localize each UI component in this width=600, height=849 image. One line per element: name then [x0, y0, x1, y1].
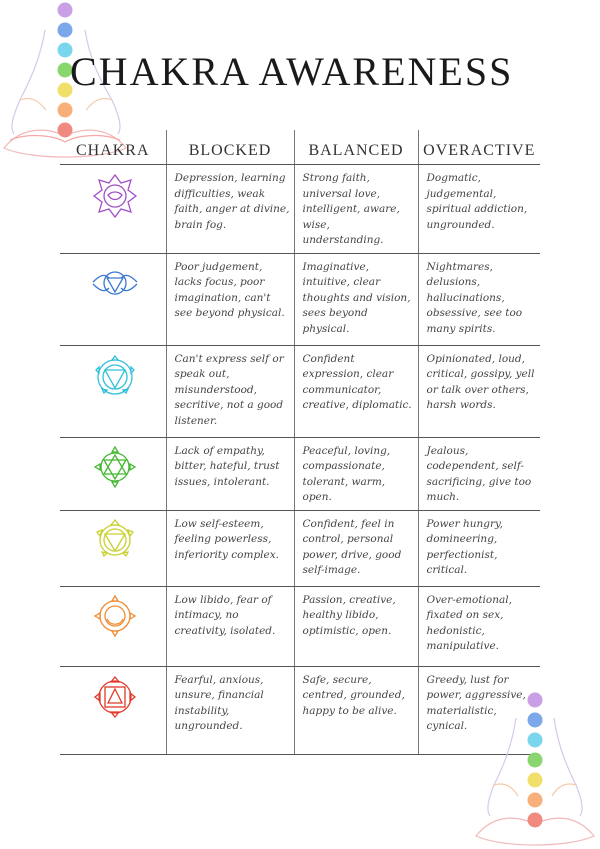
chakra-symbol-cell: [60, 345, 166, 437]
table-row: [60, 586, 540, 666]
balanced-cell: Strong faith, universal love, intelligent, aware, wise, understanding.: [294, 165, 418, 254]
balanced-cell: Passion, creative, healthy libido, optimistic, open.: [294, 586, 418, 666]
header-balanced: BALANCED: [294, 130, 418, 165]
table-header-row: [60, 130, 540, 165]
heart-chakra-icon: [92, 444, 138, 490]
overactive-cell: Power hungry, domineering, perfectionist, critical.: [418, 510, 540, 586]
throat-chakra-icon: [90, 352, 140, 402]
overactive-cell: Jealous, codependent, self-sacrificing, give too much.: [418, 437, 540, 510]
blocked-cell: Low self-esteem, feeling powerless, inferiority complex.: [166, 510, 294, 586]
chakra-symbol-cell: [60, 586, 166, 666]
sacral-chakra-icon: [92, 593, 138, 639]
table-row: [60, 510, 540, 586]
overactive-cell: Opinionated, loud, critical, gossipy, yell or talk over others, harsh words.: [418, 345, 540, 437]
root-chakra-icon: [91, 673, 139, 721]
blocked-cell: Low libido, fear of intimacy, no creativity, isolated.: [166, 586, 294, 666]
meditating-figure-illustration-bottom: [468, 690, 600, 849]
table-row: [60, 345, 540, 437]
balanced-cell: Safe, secure, centred, grounded, happy to be alive.: [294, 666, 418, 754]
chakra-symbol-cell: [60, 253, 166, 345]
overactive-cell: Over-emotional, fixated on sex, hedonistic, manipulative.: [418, 586, 540, 666]
header-overactive: OVERACTIVE: [418, 130, 540, 165]
overactive-cell: Greedy, lust for power, aggressive, materialistic, cynical.: [418, 666, 540, 754]
blocked-cell: Poor judgement, lacks focus, poor imagination, can't see beyond physical.: [166, 253, 294, 345]
table-row: [60, 253, 540, 345]
table-row: [60, 437, 540, 510]
blocked-cell: Depression, learning difficulties, weak faith, anger at divine, brain fog.: [166, 165, 294, 254]
balanced-cell: Imaginative, intuitive, clear thoughts and vision, sees beyond physical.: [294, 253, 418, 345]
blocked-cell: Can't express self or speak out, misunderstood, secritive, not a good listener.: [166, 345, 294, 437]
chakra-table: [60, 130, 540, 755]
table-row: [60, 165, 540, 254]
overactive-cell: Nightmares, delusions, hallucinations, obsessive, see too many spirits.: [418, 253, 540, 345]
blocked-cell: Fearful, anxious, unsure, financial instability, ungrounded.: [166, 666, 294, 754]
balanced-cell: Confident expression, clear communicator, creative, diplomatic.: [294, 345, 418, 437]
page-title: CHAKRA AWARENESS: [70, 49, 514, 94]
header-chakra: CHAKRA: [60, 130, 166, 165]
chakra-symbol-cell: [60, 165, 166, 254]
blocked-cell: Lack of empathy, bitter, hateful, trust issues, intolerant.: [166, 437, 294, 510]
header-blocked: BLOCKED: [166, 130, 294, 165]
solar-plexus-chakra-icon: [92, 517, 138, 563]
chakra-symbol-cell: [60, 437, 166, 510]
overactive-cell: Dogmatic, judgemental, spiritual addiction, ungrounded.: [418, 165, 540, 254]
chakra-symbol-cell: [60, 510, 166, 586]
third-eye-chakra-icon: [87, 260, 143, 306]
chakra-symbol-cell: [60, 666, 166, 754]
balanced-cell: Peaceful, loving, compassionate, tolerant, warm, open.: [294, 437, 418, 510]
crown-chakra-icon: [90, 171, 140, 221]
balanced-cell: Confident, feel in control, personal power, drive, good self-image.: [294, 510, 418, 586]
